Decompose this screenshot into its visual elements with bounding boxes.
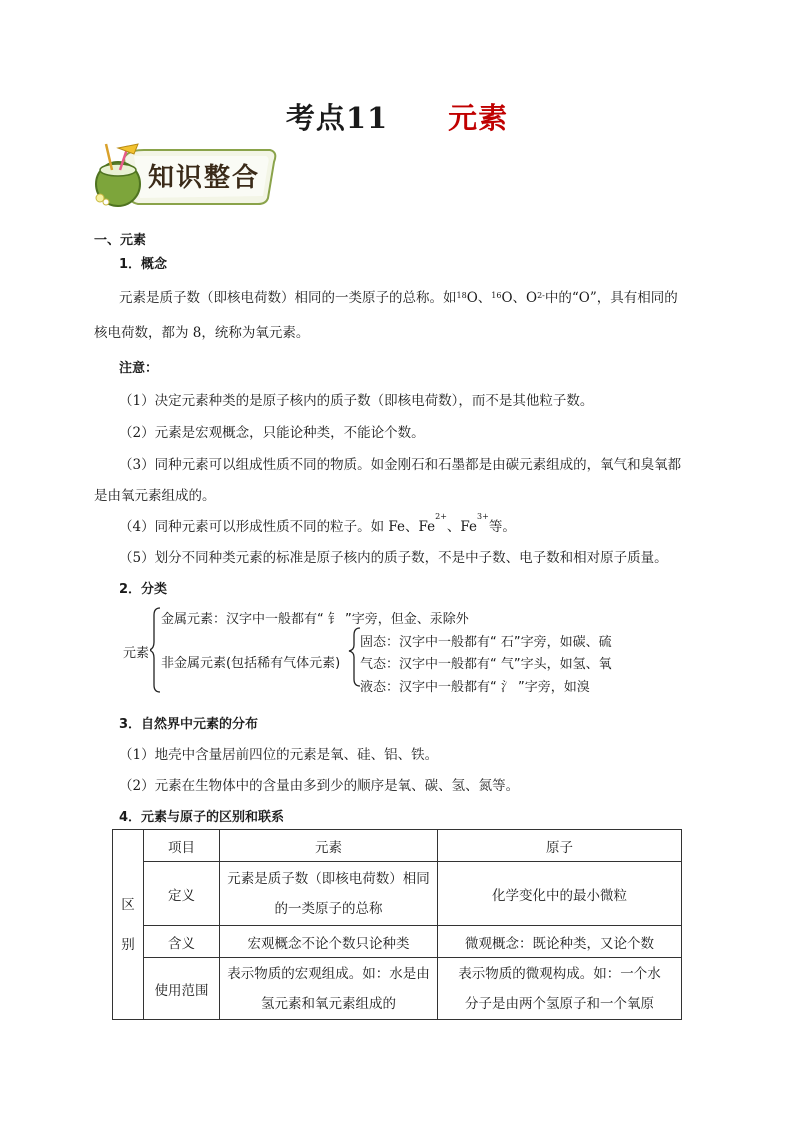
note-heading: 注意：	[119, 361, 159, 376]
concept-paragraph-line1	[119, 280, 699, 317]
isotope-mass-16: 16	[491, 291, 502, 300]
note4-text: （4）同种元素可以形成性质不同的粒子。如 Fe、Fe	[119, 519, 436, 535]
table-side-label	[113, 830, 144, 1020]
table-row	[113, 926, 682, 958]
note-item: （2）元素是宏观概念，只能论种类，不能论个数。	[119, 425, 425, 441]
ion-charge: 2-	[537, 291, 545, 300]
table-header: 元素	[220, 830, 438, 862]
table-cell-atom	[438, 958, 682, 1020]
element-atom-table	[112, 829, 682, 1020]
isotope-mass-18: 18	[456, 291, 467, 300]
note-item: （1）决定元素种类的是原子核内的质子数（即核电荷数），而不是其他粒子数。	[119, 393, 594, 409]
distribution-heading: 3．自然界中元素的分布	[119, 717, 259, 732]
distribution-item: （2）元素在生物体中的含量由多到少的顺序是氧、碳、氢、氮等。	[119, 778, 520, 794]
class-nonmetal: 非金属元素(包括稀有气体元素)	[161, 656, 341, 671]
cell-line: 表示物质的微观构成。如：一个水	[458, 965, 661, 982]
cell-line: 分子是由两个氢原子和一个氧原	[465, 995, 654, 1012]
table-cell-item: 含义	[144, 926, 220, 958]
cell-line: 的一类原子的总称	[274, 900, 383, 917]
concept-paragraph-line2: 核电荷数，都为 8，统称为氧元素。	[94, 325, 310, 341]
table-cell-element: 宏观概念不论个数只论种类	[220, 926, 438, 958]
isotope-symbol-1: O、	[466, 290, 492, 306]
note-item-continued: 是由氧元素组成的。	[94, 488, 216, 504]
fe3-charge: 3+	[477, 512, 489, 521]
table-cell-item: 使用范围	[144, 958, 220, 1020]
note-item: （3）同种元素可以组成性质不同的物质。如金刚石和石墨都是由碳元素组成的，氧气和臭氧都	[119, 457, 682, 473]
class-liquid: 液态：汉字中一般都有“ 氵 ”字旁，如溴	[360, 680, 590, 695]
table-cell-element	[220, 958, 438, 1020]
table-header-row	[113, 830, 682, 862]
page-title	[0, 96, 794, 137]
badge-label: 知识整合	[148, 163, 261, 193]
table-cell-atom: 化学变化中的最小微粒	[438, 862, 682, 926]
table-row	[113, 958, 682, 1020]
isotope-symbol-2: O、O	[501, 290, 538, 306]
distribution-item: （1）地壳中含量居前四位的元素是氧、硅、铝、铁。	[119, 747, 439, 763]
difference-heading: 4．元素与原子的区别和联系	[119, 810, 285, 825]
knowledge-badge	[88, 140, 280, 210]
title-topic-number: 考点11	[285, 101, 389, 135]
side-label-char: 区	[121, 896, 135, 913]
class-metal: 金属元素：汉字中一般都有“ 钅 ”字旁，但金、汞除外	[161, 612, 469, 627]
table-cell-item: 定义	[144, 862, 220, 926]
note-item-4	[119, 512, 516, 535]
note4-mid: 、Fe	[446, 519, 478, 535]
classification-heading: 2．分类	[119, 582, 168, 597]
cell-line: 表示物质的宏观组成。如：水是由	[227, 965, 430, 982]
table-header: 原子	[438, 830, 682, 862]
class-solid: 固态：汉字中一般都有“ 石”字旁，如碳、硫	[360, 635, 612, 650]
concept-heading: 1．概念	[119, 257, 168, 272]
cell-line: 元素是质子数（即核电荷数）相同	[227, 870, 430, 887]
concept-text-a: 元素是质子数（即核电荷数）相同的一类原子的总称。如	[119, 290, 457, 306]
section-heading: 一、元素	[94, 233, 147, 248]
fe2-charge: 2+	[435, 512, 447, 521]
table-row	[113, 862, 682, 926]
note-item: （5）划分不同种类元素的标准是原子核内的质子数，不是中子数、电子数和相对原子质量。	[119, 550, 668, 566]
note4-end: 等。	[488, 519, 516, 535]
table-cell-atom: 微观概念：既论种类，又论个数	[438, 926, 682, 958]
class-gas: 气态：汉字中一般都有“ 气”字头，如氢、氧	[360, 657, 612, 672]
table-cell-element	[220, 862, 438, 926]
title-topic-name: 元素	[448, 101, 509, 135]
table-header: 项目	[144, 830, 220, 862]
class-root: 元素	[123, 646, 150, 661]
side-label-char: 别	[121, 936, 135, 953]
cell-line: 氢元素和氧元素组成的	[261, 995, 396, 1012]
concept-text-b: 中的“O”，具有相同的	[544, 290, 678, 306]
